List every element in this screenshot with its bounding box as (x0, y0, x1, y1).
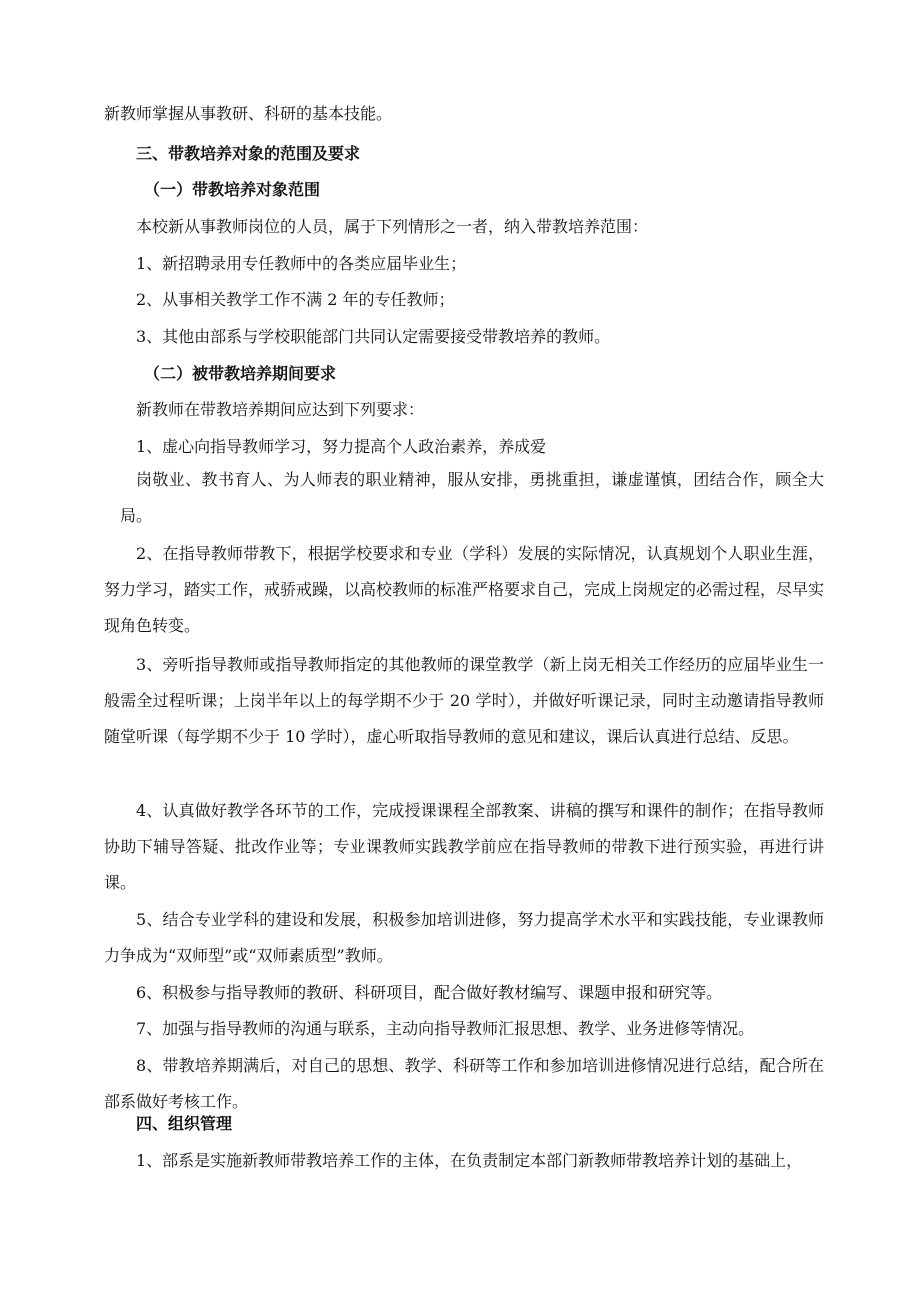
requirement-5: 5、结合专业学科的建设和发展，积极参加培训进修，努力提高学术水平和实践技能，专业课教师力争成为“双师型”或“双师素质型”教师。 (104, 910, 824, 965)
requirement-2: 2、在指导教师带教下，根据学校要求和专业（学科）发展的实际情况，认真规划个人职业生涯，努力学习，踏实工作，戒骄戒躁，以高校教师的标准严格要求自己，完成上岗规定的必需过程，尽早实现角色转变。 (104, 544, 825, 635)
scope-item-2: 2、从事相关教学工作不满 2 年的专任教师； (136, 290, 455, 309)
paragraph-continuation: 新教师掌握从事教研、科研的基本技能。 (104, 104, 393, 123)
scope-item-1: 1、新招聘录用专任教师中的各类应届毕业生； (136, 254, 467, 273)
requirement-6: 6、积极参与指导教师的教研、科研项目，配合做好教材编写、课题申报和研究等。 (136, 983, 723, 1002)
organization-item-1: 1、部系是实施新教师带教培养工作的主体，在负责制定本部门新教师带教培养计划的基础上， (136, 1151, 803, 1170)
requirements-intro: 新教师在带教培养期间应达到下列要求： (136, 400, 425, 419)
requirement-1-first-line: 1、虚心向指导教师学习，努力提高个人政治素养，养成爱 (136, 437, 547, 456)
requirement-7: 7、加强与指导教师的沟通与联系，主动向指导教师汇报思想、教学、业务进修等情况。 (136, 1019, 755, 1038)
requirement-3: 3、旁听指导教师或指导教师指定的其他教师的课堂教学（新上岗无相关工作经历的应届毕业生一般需全过程听课；上岗半年以上的每学期不少于 20 学时），并做好听课记录，同时主动邀请指导教师随堂听课（每学期不少于 10 学时），虚心听取指导教师的意见和建议，课后认真进行总结、反思。 (104, 655, 824, 746)
subsection-heading-scope: （一）带教培养对象范围 (144, 180, 321, 199)
section-heading-4: 四、组织管理 (136, 1114, 233, 1133)
requirement-4: 4、认真做好教学各环节的工作，完成授课课程全部教案、讲稿的撰写和课件的制作；在指导教师协助下辅导答疑、批改作业等；专业课教师实践教学前应在指导教师的带教下进行预实验，再进行讲课。 (104, 801, 824, 892)
scope-intro: 本校新从事教师岗位的人员，属于下列情形之一者，纳入带教培养范围： (136, 217, 649, 236)
requirement-1-continued: 岗敬业、教书育人、为人师表的职业精神，服从安排，勇挑重担，谦虚谨慎，团结合作，顾全大局。 (120, 470, 824, 525)
section-heading-3: 三、带教培养对象的范围及要求 (136, 144, 361, 163)
requirement-8: 8、带教培养期满后，对自己的思想、教学、科研等工作和参加培训进修情况进行总结，配合所在部系做好考核工作。 (104, 1056, 824, 1111)
subsection-heading-requirements: （二）被带教培养期间要求 (144, 364, 337, 383)
scope-item-3: 3、其他由部系与学校职能部门共同认定需要接受带教培养的教师。 (136, 327, 611, 346)
